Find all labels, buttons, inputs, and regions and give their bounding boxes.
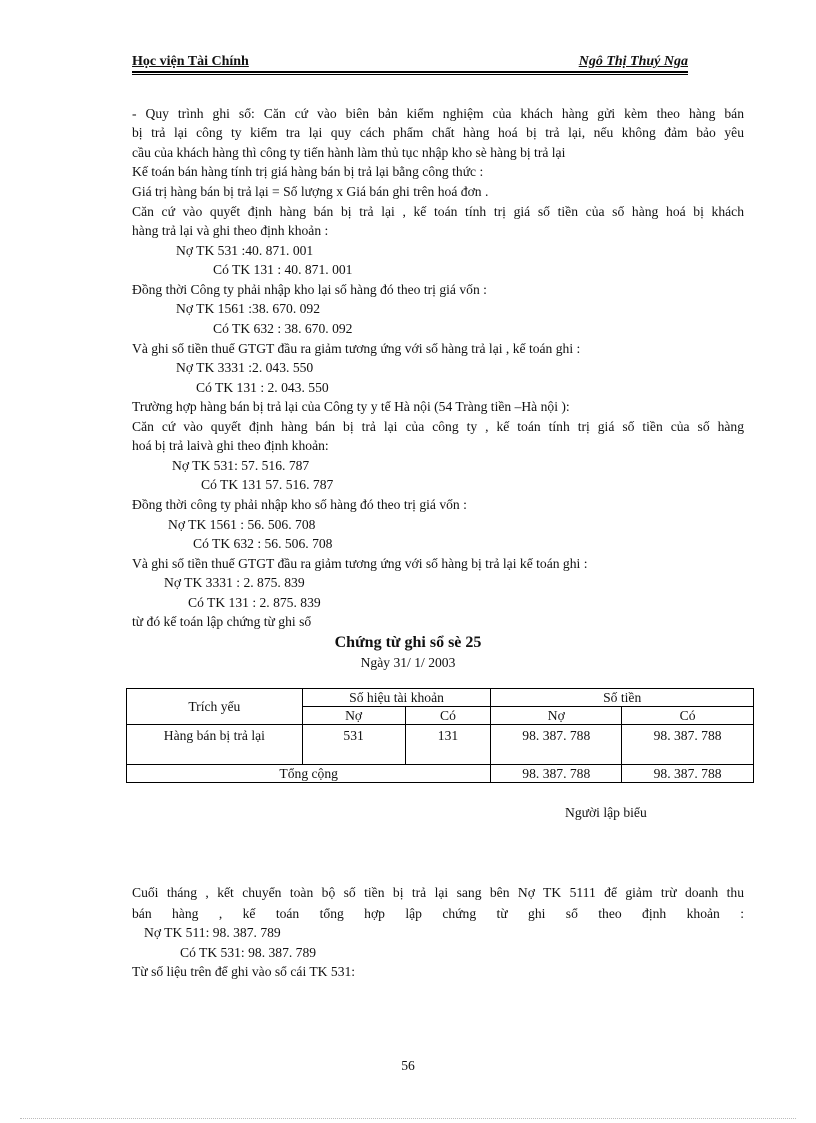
body-line: - Quy trình ghi sổ: Căn cứ vào biên bản kiểm nghiệm của khách hàng gửi kèm theo hàng bán [132, 106, 744, 121]
entry-debit: Nợ TK 1561 : 56. 506. 708 [168, 517, 316, 532]
subheader-credit-account: Có [405, 707, 491, 725]
entry-debit: Nợ TK 511: 98. 387. 789 [144, 925, 281, 940]
body-line: bán hàng , kế toán tổng hợp lập chứng từ ghi sổ theo định khoản : [132, 906, 744, 921]
table-row [127, 725, 754, 765]
page-break-divider [20, 1118, 796, 1119]
subheader-debit-account: Nợ [302, 707, 405, 725]
body-line: cầu của khách hàng thì công ty tiến hành làm thủ tục nhập kho sè hàng bị trả lại [132, 145, 566, 160]
body-line: hàng trả lại và ghi theo định khoản : [132, 223, 329, 238]
subheader-debit-amount: Nợ [491, 707, 622, 725]
entry-credit: Có TK 632 : 56. 506. 708 [193, 536, 333, 551]
body-line: Cuối tháng , kết chuyển toàn bộ số tiền bị trả lại sang bên Nợ TK 5111 để giảm trừ doanh thu [132, 885, 744, 900]
total-label: Tổng cộng [127, 765, 491, 783]
body-line: Từ số liệu trên để ghi vào sổ cái TK 531: [132, 964, 356, 979]
table-total-row [127, 765, 754, 783]
header-summary: Trích yếu [127, 689, 303, 725]
body-line: Và ghi số tiền thuế GTGT đầu ra giảm tương ứng với số hàng bị trả lại kế toán ghi : [132, 556, 588, 571]
voucher-table [126, 688, 754, 783]
entry-debit: Nợ TK 531: 57. 516. 787 [172, 458, 310, 473]
entry-credit: Có TK 632 : 38. 670. 092 [213, 321, 353, 336]
body-line: Giá trị hàng bán bị trả lại = Số lượng x Giá bán ghi trên hoá đơn . [132, 184, 489, 199]
body-line: hoá bị trả laivà ghi theo định khoản: [132, 438, 329, 453]
entry-credit: Có TK 131 : 40. 871. 001 [213, 262, 353, 277]
body-line: Đồng thời công ty phải nhập kho số hàng đó theo trị giá vốn : [132, 497, 467, 512]
entry-debit: Nợ TK 3331 : 2. 875. 839 [164, 575, 305, 590]
entry-credit: Có TK 131 : 2. 043. 550 [196, 380, 329, 395]
header-account: Số hiệu tài khoản [302, 689, 491, 707]
cell-summary: Hàng bán bị trả lại [127, 725, 303, 765]
body-line: Đồng thời Công ty phải nhập kho lại số hàng đó theo trị giá vốn : [132, 282, 487, 297]
body-line: Kế toán bán hàng tính trị giá hàng bán bị trả lại bằng công thức : [132, 164, 484, 179]
total-credit-amount: 98. 387. 788 [622, 765, 754, 783]
cell-credit-account: 131 [405, 725, 491, 765]
signer-label: Người lập biểu [565, 805, 647, 820]
page-number: 56 [401, 1058, 415, 1073]
entry-credit: Có TK 531: 98. 387. 789 [180, 945, 317, 960]
body-line: Trường hợp hàng bán bị trả lại của Công ty y tế Hà nội (54 Tràng tiền –Hà nội ): [132, 399, 570, 414]
voucher-title: Chứng từ ghi sổ sè 25 [334, 634, 482, 651]
voucher-date: Ngày 31/ 1/ 2003 [360, 655, 456, 670]
entry-debit: Nợ TK 531 :40. 871. 001 [176, 243, 314, 258]
header-amount: Số tiền [491, 689, 754, 707]
header-institution: Học viện Tài Chính [132, 54, 249, 69]
page-header [132, 54, 688, 73]
entry-debit: Nợ TK 3331 :2. 043. 550 [176, 360, 314, 375]
body-line: Căn cứ vào quyết định hàng bán bị trả lại , kế toán tính trị giá số tiền của số hàng hoá bị khách [132, 204, 744, 219]
subheader-credit-amount: Có [622, 707, 754, 725]
cell-debit-amount: 98. 387. 788 [491, 725, 622, 765]
entry-debit: Nợ TK 1561 :38. 670. 092 [176, 301, 321, 316]
header-author: Ngô Thị Thuý Nga [578, 54, 688, 69]
cell-debit-account: 531 [302, 725, 405, 765]
body-line: từ đó kế toán lập chứng từ ghi sổ [132, 614, 312, 629]
cell-credit-amount: 98. 387. 788 [622, 725, 754, 765]
total-debit-amount: 98. 387. 788 [491, 765, 622, 783]
body-line: Căn cứ vào quyết định hàng bán bị trả lại của công ty , kế toán tính trị giá số tiền của số hàng [132, 419, 744, 434]
body-line: Và ghi số tiền thuế GTGT đầu ra giảm tương ứng với số hàng trả lại , kế toán ghi : [132, 341, 581, 356]
entry-credit: Có TK 131 : 2. 875. 839 [188, 595, 321, 610]
table-header-row [127, 689, 754, 707]
entry-credit: Có TK 131 57. 516. 787 [201, 477, 334, 492]
body-line: bị trả lại công ty kiểm tra lại quy cách phẩm chất hàng hoá bị trả lại, nếu không đảm bảo yêu [132, 125, 744, 140]
